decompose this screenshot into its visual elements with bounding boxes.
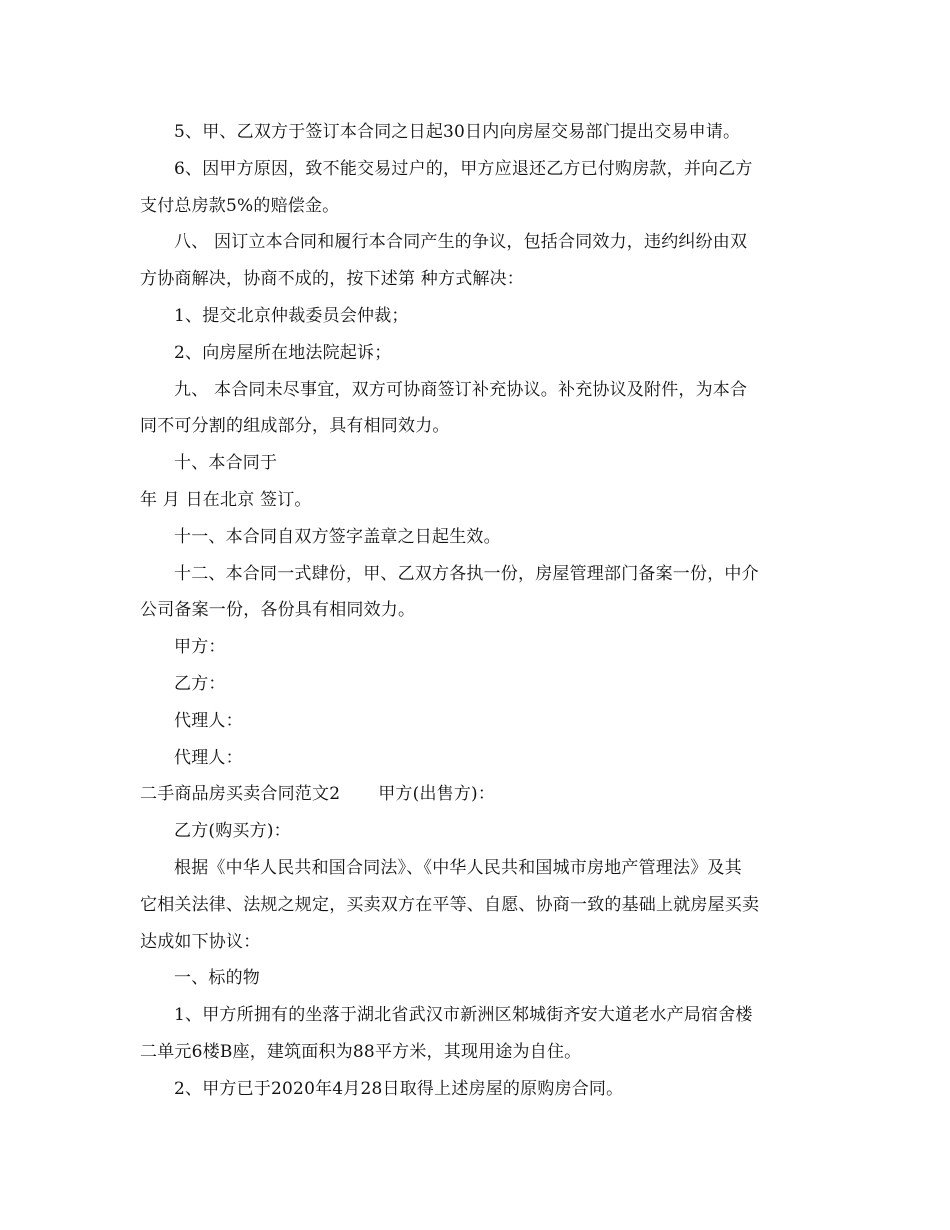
preamble-line-2: 它相关法律、法规之规定，买卖双方在平等、自愿、协商一致的基础上就房屋买卖 <box>140 894 760 915</box>
clause-12-line-1: 十二、本合同一式肆份，甲、乙双方各执一份，房屋管理部门备案一份，中介 <box>174 563 759 584</box>
section-1-item-2: 2、甲方已于2020年4月28日取得上述房屋的原购房合同。 <box>174 1078 624 1099</box>
clause-9-line-2: 同不可分割的组成部分，具有相同效力。 <box>140 416 450 437</box>
signature-agent-2: 代理人： <box>174 747 243 768</box>
clause-11-line: 十一、本合同自双方签字盖章之日起生效。 <box>174 526 501 547</box>
contract-2-title: 二手商品房买卖合同范文2 <box>140 784 341 805</box>
contract-2-heading-line <box>140 776 812 813</box>
signature-agent-1: 代理人： <box>174 710 243 731</box>
clause-8-line-2: 方协商解决，协商不成的，按下述第 种方式解决： <box>140 269 525 290</box>
clause-8-option-2: 2、向房屋所在地法院起诉； <box>174 342 392 363</box>
signature-party-a: 甲方： <box>174 637 226 658</box>
signature-party-b: 乙方： <box>174 673 226 694</box>
clause-6-line-1: 6、因甲方原因，致不能交易过户的，甲方应退还乙方已付购房款，并向乙方 <box>174 158 753 179</box>
clause-10-line-2: 年 月 日在北京 签订。 <box>140 489 312 510</box>
clause-10-line-1: 十、本合同于 <box>174 453 278 474</box>
clause-8-line-1: 八、 因订立本合同和履行本合同产生的争议，包括合同效力，违约纠纷由双 <box>174 232 748 253</box>
clause-9-line-1: 九、 本合同未尽事宜，双方可协商签订补充协议。补充协议及附件，为本合 <box>174 379 748 400</box>
clause-5-line: 5、甲、乙双方于签订本合同之日起30日内向房屋交易部门提出交易申请。 <box>174 122 741 142</box>
clause-12-line-2: 公司备案一份，各份具有相同效力。 <box>140 600 416 621</box>
section-1-item-1-line-2: 二单元6楼B座，建筑面积为88平方米，其现用途为自住。 <box>140 1041 582 1062</box>
preamble-line-3: 达成如下协议： <box>140 931 261 952</box>
preamble-line-1: 根据《中华人民共和国合同法》、《中华人民共和国城市房地产管理法》及其 <box>174 857 742 878</box>
clause-8-option-1: 1、提交北京仲裁委员会仲裁； <box>174 305 409 326</box>
section-1-item-1-line-1: 1、甲方所拥有的坐落于湖北省武汉市新洲区邾城街齐安大道老水产局宿舍楼 <box>174 1005 753 1026</box>
section-1-heading: 一、标的物 <box>174 968 260 989</box>
seller-label: 甲方(出售方)： <box>378 784 496 805</box>
clause-6-line-2: 支付总房款5%的赔偿金。 <box>140 195 340 216</box>
buyer-label: 乙方(购买方)： <box>174 821 291 842</box>
document-body <box>140 114 812 1108</box>
